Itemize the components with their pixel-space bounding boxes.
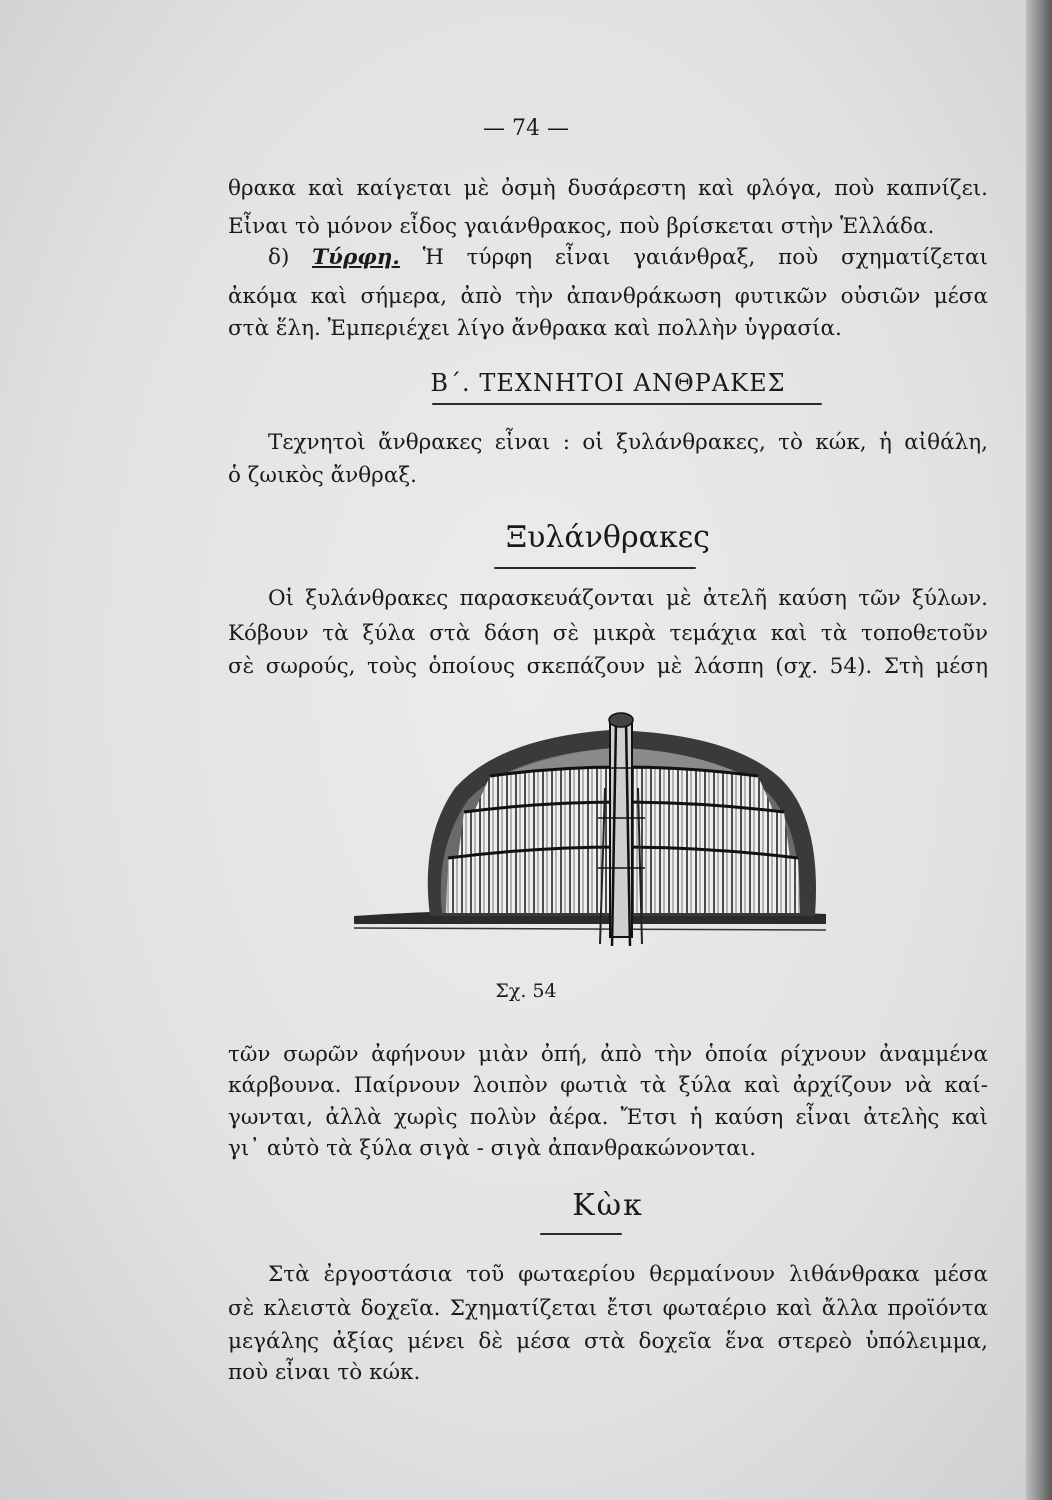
text-line: Εἶναι τὸ μόνον εἶδος γαιάνθρακος, ποὺ βρίσκεται στὴν Ἑλλάδα.: [228, 214, 935, 239]
title-underline: [494, 567, 696, 569]
text-line: [228, 243, 988, 273]
text-line: κάρβουνα. Παίρνουν λοιπὸν φωτιὰ τὰ ξύλα καὶ ἀρχίζουν νὰ καί-: [228, 1073, 988, 1098]
text-line: στὰ ἕλη. Ἐμπεριέχει λίγο ἄνθρακα καὶ πολλὴν ὑγρασία.: [228, 316, 842, 341]
term-tyrfi: Τύρφη.: [312, 245, 400, 270]
text-line: μεγάλης ἀξίας μένει δὲ μέσα στὰ δοχεῖα ἕνα στερεὸ ὑπόλειμμα,: [228, 1329, 988, 1354]
text-line: Τεχνητοὶ ἄνθρακες εἶναι : οἱ ξυλάνθρακες, τὸ κώκ, ἡ αἰθάλη,: [268, 430, 988, 455]
text-line: γι᾿ αὐτὸ τὰ ξύλα σιγὰ - σιγὰ ἀπανθρακώνονται.: [228, 1136, 757, 1161]
text-line: ὁ ζωικὸς ἄνθραξ.: [228, 463, 418, 488]
item-label: δ): [268, 245, 290, 270]
text-line: Οἱ ξυλάνθρακες παρασκευάζονται μὲ ἀτελῆ καύση τῶν ξύλων.: [268, 586, 988, 611]
section-heading: Β΄. ΤΕΧΝΗΤΟΙ ΑΝΘΡΑΚΕΣ: [430, 369, 786, 397]
text-line: γωνται, ἀλλὰ χωρὶς πολὺν ἀέρα. Ἔτσι ἡ καύση εἶναι ἀτελὴς καὶ: [228, 1105, 988, 1130]
title-underline: [540, 1233, 622, 1235]
text-line: σὲ κλειστὰ δοχεῖα. Σχηματίζεται ἔτσι φωταέριο καὶ ἄλλα προϊόντα: [228, 1296, 988, 1321]
heading-underline: [432, 403, 822, 405]
charcoal-kiln-illustration: [350, 708, 830, 958]
text-line: Στὰ ἐργοστάσια τοῦ φωταερίου θερμαίνουν λιθάνθρακα μέσα: [268, 1262, 988, 1287]
text-line: θρακα καὶ καίγεται μὲ ὀσμὴ δυσάρεστη καὶ φλόγα, ποὺ καπνίζει.: [228, 176, 988, 201]
figure-caption: Σχ. 54: [495, 980, 557, 1002]
text-line: ποὺ εἶναι τὸ κώκ.: [228, 1360, 421, 1385]
text-line: Κόβουν τὰ ξύλα στὰ δάση σὲ μικρὰ τεμάχια καὶ τὰ τοποθετοῦν: [228, 621, 988, 646]
text-line: τῶν σωρῶν ἀφήνουν μιὰν ὀπή, ἀπὸ τὴν ὁποία ρίχνουν ἀναμμένα: [228, 1042, 988, 1067]
subsection-title: Ξυλάνθρακες: [506, 520, 710, 555]
text-line: ἀκόμα καὶ σήμερα, ἀπὸ τὴν ἀπανθράκωση φυτικῶν οὐσιῶν μέσα: [228, 284, 988, 309]
text-fragment: Ἡ τύρφη εἶναι γαιάνθραξ, ποὺ σχηματίζεται: [422, 245, 988, 270]
page-number: — 74 —: [483, 116, 569, 141]
text-line: σὲ σωρούς, τοὺς ὁποίους σκεπάζουν μὲ λάσπη (σχ. 54). Στὴ μέση: [228, 654, 988, 679]
page-edge: [1026, 0, 1052, 1500]
subsection-title: Κὼκ: [572, 1188, 644, 1223]
